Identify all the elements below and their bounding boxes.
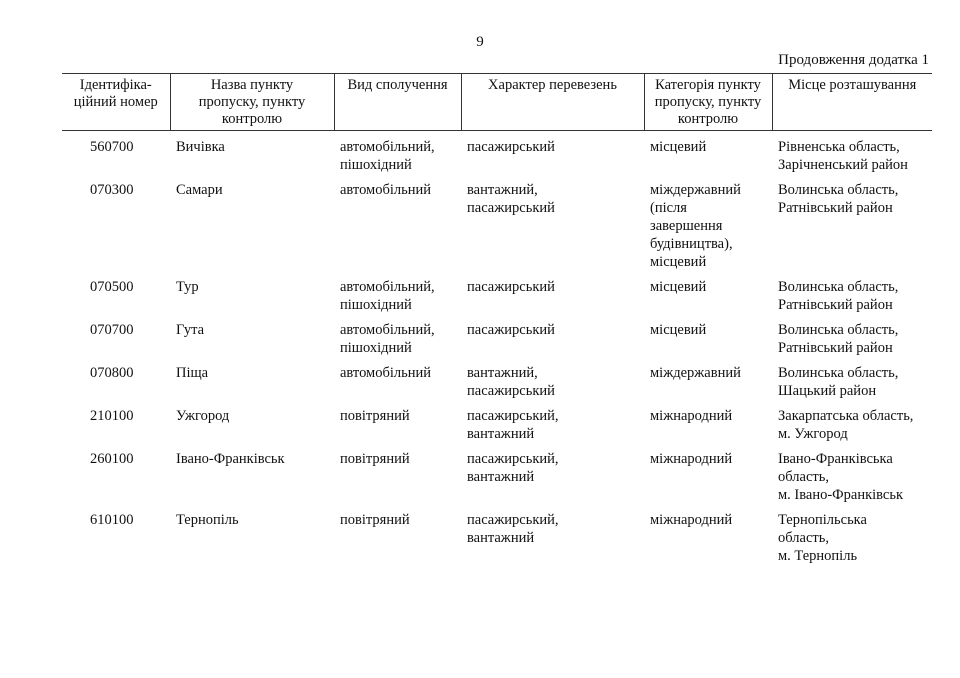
cell-location xyxy=(772,131,932,175)
appendix-continuation-note: Продовження додатка 1 xyxy=(778,52,929,68)
cell-type xyxy=(334,131,461,175)
cell-category-line: місцевий xyxy=(650,139,707,155)
cell-name: Гута xyxy=(176,322,205,338)
header-category xyxy=(644,74,772,131)
cell-character xyxy=(461,174,644,271)
cell-location-line: Волинська область, xyxy=(778,365,899,381)
cell-type-line: пішохідний xyxy=(340,297,412,313)
cell-type-line: автомобільний, xyxy=(340,279,435,295)
cell-id: 070800 xyxy=(90,365,134,381)
cell-type-line: повітряний xyxy=(340,408,410,424)
header-location xyxy=(772,74,932,131)
cell-location xyxy=(772,400,932,443)
cell-location-line: м. Ужгород xyxy=(778,426,848,442)
cell-character xyxy=(461,271,644,314)
cell-type xyxy=(334,400,461,443)
page-number: 9 xyxy=(476,34,484,50)
cell-location-line: Волинська область, xyxy=(778,322,899,338)
table-row xyxy=(62,400,932,443)
cell-category-line: будівництва), xyxy=(650,236,733,252)
cell-character-line: пасажирський xyxy=(467,139,555,155)
cell-character-line: пасажирський xyxy=(467,279,555,295)
cell-character-line: пасажирський, xyxy=(467,512,559,528)
cell-character-line: пасажирський xyxy=(467,200,555,216)
header-text-line: Місце розташування xyxy=(788,77,917,93)
header-text-line: контролю xyxy=(677,111,739,127)
cell-character xyxy=(461,443,644,504)
cell-category xyxy=(644,174,772,271)
cell-category xyxy=(644,271,772,314)
cell-character xyxy=(461,314,644,357)
cell-type xyxy=(334,314,461,357)
header-type xyxy=(334,74,461,131)
cell-name: Тур xyxy=(176,279,199,295)
cell-location-line: Закарпатська область, xyxy=(778,408,914,424)
cell-location-line: Рівненська область, xyxy=(778,139,900,155)
header-text-line: Назва пункту xyxy=(210,77,294,93)
cell-category-line: місцевий xyxy=(650,279,707,295)
cell-id: 070700 xyxy=(90,322,134,338)
cell-category xyxy=(644,504,772,565)
cell-category-line: місцевий xyxy=(650,254,707,270)
cell-category xyxy=(644,314,772,357)
cell-location-line: Ратнівський район xyxy=(778,297,893,313)
cell-category-line: міждержавний xyxy=(650,365,741,381)
cell-type xyxy=(334,357,461,400)
header-character xyxy=(461,74,644,131)
cell-character-line: пасажирський xyxy=(467,383,555,399)
cell-character-line: пасажирський, xyxy=(467,451,559,467)
cell-type-line: автомобільний, xyxy=(340,139,435,155)
cell-location-line: Зарічненський район xyxy=(778,157,908,173)
cell-location-line: Ратнівський район xyxy=(778,340,893,356)
cell-type xyxy=(334,174,461,271)
cell-location-line: область, xyxy=(778,469,829,485)
cell-name: Вичівка xyxy=(176,139,225,155)
header-text-line: пропуску, пункту xyxy=(654,94,762,110)
header-text-line: ційний номер xyxy=(73,94,158,110)
cell-type-line: пішохідний xyxy=(340,157,412,173)
cell-name: Піща xyxy=(176,365,209,381)
header-text-line: Вид сполучення xyxy=(347,77,448,93)
cell-character xyxy=(461,131,644,175)
cell-type-line: автомобільний xyxy=(340,182,432,198)
cell-category-line: місцевий xyxy=(650,322,707,338)
table-row xyxy=(62,504,932,565)
cell-location-line: м. Івано-Франківськ xyxy=(778,487,904,503)
cell-type-line: повітряний xyxy=(340,451,410,467)
cell-location-line: Шацький район xyxy=(778,383,877,399)
cell-character-line: вантажний xyxy=(467,469,535,485)
table-row xyxy=(62,271,932,314)
cell-category xyxy=(644,357,772,400)
header-text-line: пропуску, пункту xyxy=(198,94,306,110)
cell-id: 260100 xyxy=(90,451,134,467)
header-name xyxy=(170,74,334,131)
cell-location xyxy=(772,443,932,504)
cell-category-line: (після xyxy=(650,200,687,216)
table-row xyxy=(62,131,932,175)
cell-name: Самари xyxy=(176,182,223,198)
cell-name: Ужгород xyxy=(176,408,230,424)
cell-location xyxy=(772,174,932,271)
cell-location-line: Тернопільська xyxy=(778,512,867,528)
cell-type-line: пішохідний xyxy=(340,340,412,356)
cell-id: 070300 xyxy=(90,182,134,198)
cell-id: 070500 xyxy=(90,279,134,295)
cell-location xyxy=(772,314,932,357)
cell-character xyxy=(461,400,644,443)
cell-category-line: міжнародний xyxy=(650,512,733,528)
header-text-line: Характер перевезень xyxy=(488,77,617,93)
cell-location xyxy=(772,271,932,314)
header-text-line: Категорія пункту xyxy=(655,77,761,93)
header-text-line: Ідентифіка- xyxy=(79,77,152,93)
cell-type-line: автомобільний, xyxy=(340,322,435,338)
table-row xyxy=(62,314,932,357)
cell-location xyxy=(772,504,932,565)
cell-category-line: міжнародний xyxy=(650,408,733,424)
table-row xyxy=(62,174,932,271)
cell-category xyxy=(644,443,772,504)
cell-character-line: вантажний, xyxy=(467,182,538,198)
header-text-line: контролю xyxy=(221,111,283,127)
cell-location-line: Ратнівський район xyxy=(778,200,893,216)
cell-id: 210100 xyxy=(90,408,134,424)
cell-type-line: автомобільний xyxy=(340,365,432,381)
cell-character-line: пасажирський, xyxy=(467,408,559,424)
table-row xyxy=(62,443,932,504)
cell-location-line: Волинська область, xyxy=(778,279,899,295)
cell-location-line: область, xyxy=(778,530,829,546)
table-row xyxy=(62,357,932,400)
cell-id: 560700 xyxy=(90,139,134,155)
cell-type xyxy=(334,443,461,504)
cell-id: 610100 xyxy=(90,512,134,528)
cell-name: Івано-Франківськ xyxy=(176,451,285,467)
checkpoint-table xyxy=(62,73,932,565)
cell-character xyxy=(461,357,644,400)
cell-type xyxy=(334,504,461,565)
cell-category xyxy=(644,400,772,443)
cell-location-line: м. Тернопіль xyxy=(778,548,858,564)
table-header xyxy=(62,74,932,131)
cell-type xyxy=(334,271,461,314)
cell-character xyxy=(461,504,644,565)
header-id xyxy=(62,74,170,131)
cell-category-line: міжнародний xyxy=(650,451,733,467)
cell-type-line: повітряний xyxy=(340,512,410,528)
cell-location-line: Волинська область, xyxy=(778,182,899,198)
cell-category-line: міждержавний xyxy=(650,182,741,198)
cell-character-line: пасажирський xyxy=(467,322,555,338)
cell-category xyxy=(644,131,772,175)
cell-character-line: вантажний, xyxy=(467,365,538,381)
cell-location-line: Івано-Франківська xyxy=(778,451,893,467)
cell-character-line: вантажний xyxy=(467,530,535,546)
cell-character-line: вантажний xyxy=(467,426,535,442)
cell-location xyxy=(772,357,932,400)
table-body xyxy=(62,131,932,566)
cell-name: Тернопіль xyxy=(176,512,239,528)
cell-category-line: завершення xyxy=(650,218,723,234)
